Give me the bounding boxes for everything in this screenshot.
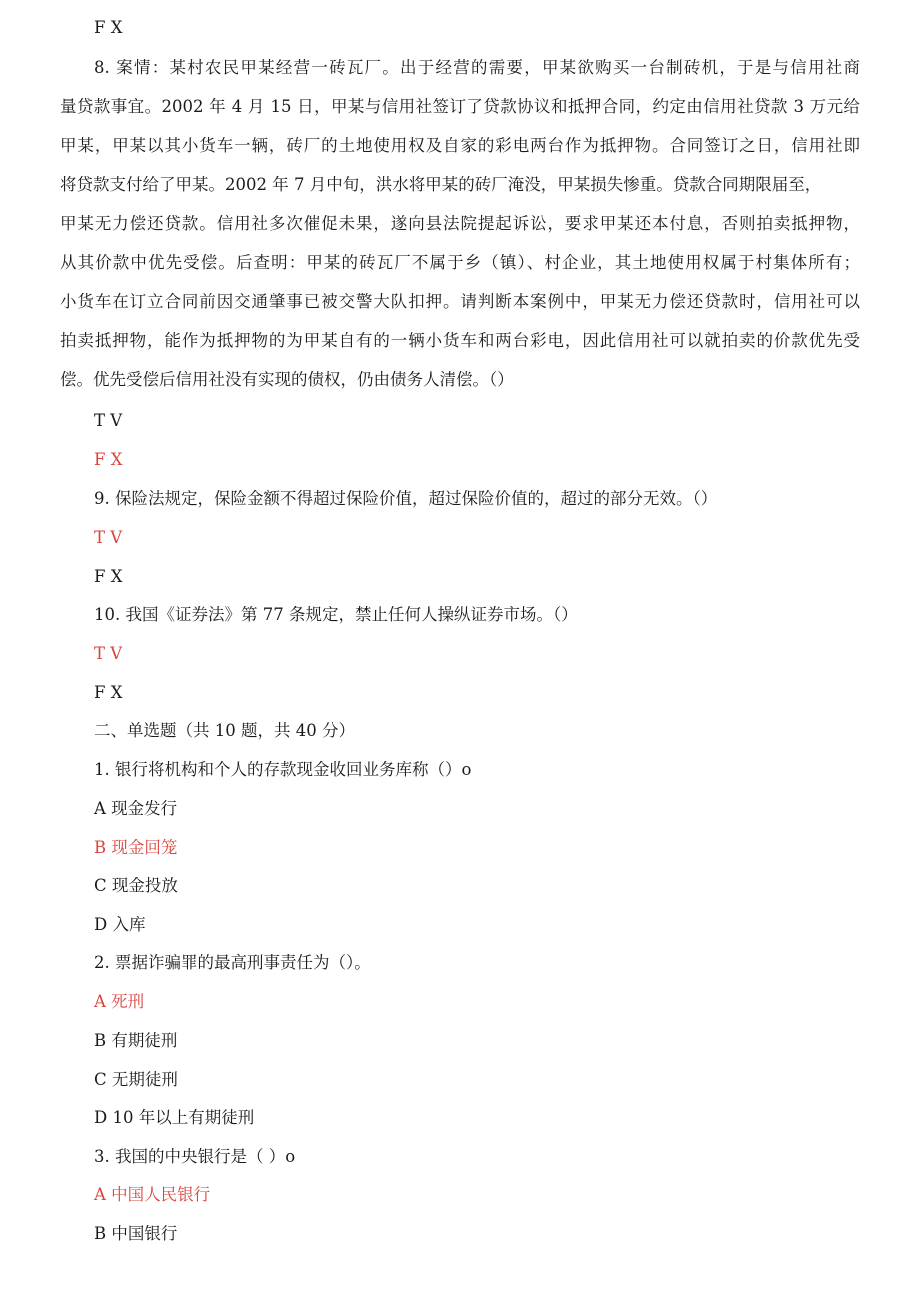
q8-line-6: 从其价款中优先受偿。后查明：甲某的砖瓦厂不属于乡（镇）、村企业，其土地使用权属于村集体所有； (60, 253, 860, 272)
s2-option-c: C 无期徒刑 (94, 1070, 178, 1089)
q8-line-3: 甲某，甲某以其小货车一辆，砖厂的土地使用权及自家的彩电两台作为抵押物。合同签订之日，信用社即 (60, 136, 860, 155)
s3-option-a-answer: A 中国人民银行 (94, 1185, 211, 1204)
option-f-prev: F X (94, 18, 123, 37)
q9-option-t-answer: T V (94, 528, 123, 547)
s1-option-b-answer: B 现金回笼 (94, 838, 178, 857)
s1-option-c: C 现金投放 (94, 876, 178, 895)
q9-option-f: F X (94, 567, 123, 586)
q10-option-f: F X (94, 683, 123, 702)
q8-option-t: T V (94, 411, 123, 430)
q10-option-t-answer: T V (94, 644, 123, 663)
section-heading: 二、单选题（共 10 题，共 40 分） (94, 721, 355, 740)
q8-line-2: 量贷款事宜。2002 年 4 月 15 日，甲某与信用社签订了贷款协议和抵押合同，约定由信用社贷款 3 万元给 (60, 97, 860, 116)
s2-option-a-answer: A 死刑 (94, 992, 145, 1011)
q8-line-4: 将贷款支付给了甲某。2002 年 7 月中旬，洪水将甲某的砖厂淹没，甲某损失惨重。贷款合同期限届至， (60, 175, 822, 194)
s2-question: 2. 票据诈骗罪的最高刑事责任为（）。 (94, 953, 371, 972)
q8-line-5: 甲某无力偿还贷款。信用社多次催促未果，遂向县法院提起诉讼，要求甲某还本付息，否则拍卖抵押物， (60, 214, 860, 233)
s3-option-b: B 中国银行 (94, 1224, 178, 1243)
q8-option-f-answer: F X (94, 450, 123, 469)
q8-line-7: 小货车在订立合同前因交通肇事已被交警大队扣押。请判断本案例中，甲某无力偿还贷款时，信用社可以 (60, 292, 860, 311)
q8-line-1: 8. 案情：某村农民甲某经营一砖瓦厂。出于经营的需要，甲某欲购买一台制砖机，于是与信用社商 (94, 58, 860, 77)
q9-question: 9. 保险法规定，保险金额不得超过保险价值，超过保险价值的，超过的部分无效。（） (94, 489, 718, 508)
q10-question: 10. 我国《证券法》第 77 条规定，禁止任何人操纵证券市场。（） (94, 605, 578, 624)
s2-option-d: D 10 年以上有期徒刑 (94, 1108, 255, 1127)
q8-line-8: 拍卖抵押物，能作为抵押物的为甲某自有的一辆小货车和两台彩电，因此信用社可以就拍卖的价款优先受 (60, 331, 860, 350)
s1-option-a: A 现金发行 (94, 799, 178, 818)
s1-question: 1. 银行将机构和个人的存款现金收回业务库称（）o (94, 760, 472, 779)
q8-line-9: 偿。优先受偿后信用社没有实现的债权，仍由债务人清偿。（） (60, 370, 514, 389)
s1-option-d: D 入库 (94, 915, 146, 934)
s3-question: 3. 我国的中央银行是（ ）o (94, 1147, 296, 1166)
s2-option-b: B 有期徒刑 (94, 1031, 178, 1050)
